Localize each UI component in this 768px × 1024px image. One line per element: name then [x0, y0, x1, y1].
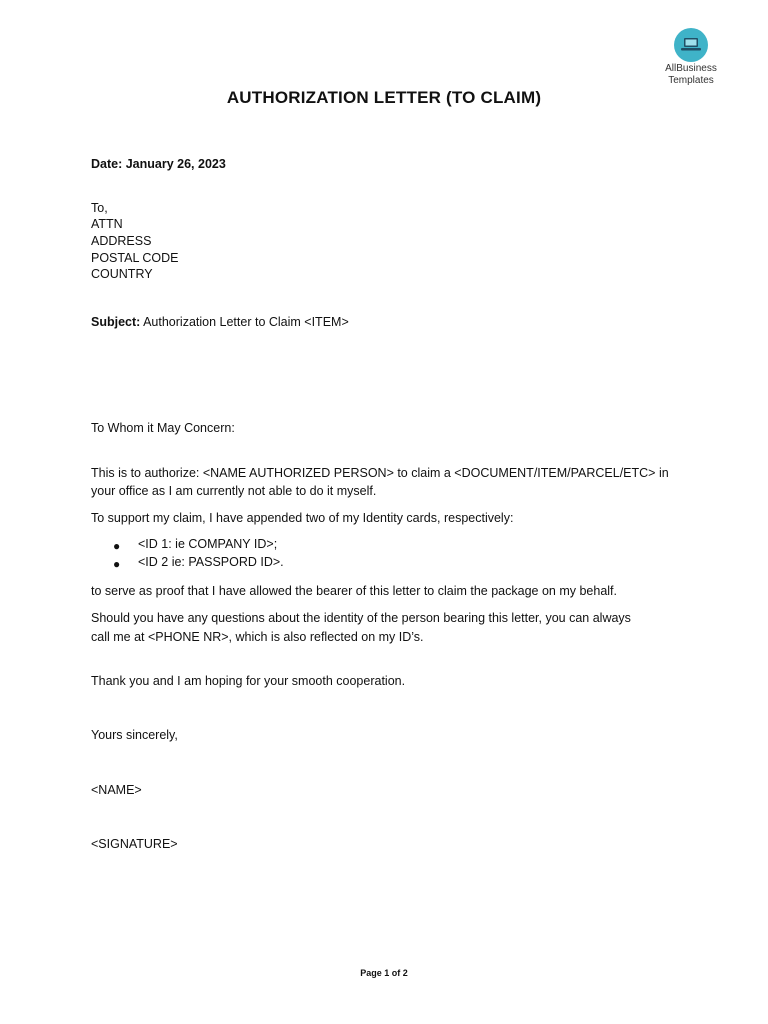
logo-badge	[674, 28, 708, 62]
paragraph-4-line-2: call me at <PHONE NR>, which is also reflected on my ID’s.	[91, 630, 424, 644]
recipient-to: To,	[91, 201, 108, 215]
recipient-postal-code: POSTAL CODE	[91, 251, 179, 265]
recipient-country: COUNTRY	[91, 267, 153, 281]
bullet-marker: ●	[113, 539, 121, 553]
logo-text-line2: Templates	[668, 75, 714, 86]
paragraph-2: To support my claim, I have appended two of my Identity cards, respectively:	[91, 511, 514, 525]
bullet-marker: ●	[113, 557, 121, 571]
page-number: Page 1 of 2	[360, 968, 408, 978]
signature-placeholder: <SIGNATURE>	[91, 837, 178, 851]
paragraph-5: Thank you and I am hoping for your smooth cooperation.	[91, 674, 406, 688]
subject-text: Authorization Letter to Claim <ITEM>	[140, 315, 349, 329]
document-title: AUTHORIZATION LETTER (TO CLAIM)	[226, 88, 542, 107]
subject-label: Subject:	[91, 315, 141, 329]
paragraph-3: to serve as proof that I have allowed the bearer of this letter to claim the package on my behalf.	[91, 584, 617, 598]
recipient-address: ADDRESS	[91, 234, 152, 248]
subject-line	[91, 314, 349, 331]
paragraph-1-line-1: This is to authorize: <NAME AUTHORIZED PERSON> to claim a <DOCUMENT/ITEM/PARCEL/ETC> in	[91, 466, 669, 480]
logo	[660, 28, 722, 86]
recipient-attn: ATTN	[91, 217, 123, 231]
closing: Yours sincerely,	[91, 728, 178, 742]
paragraph-1-line-2: your office as I am currently not able to do it myself.	[91, 484, 377, 498]
letter-date: Date: January 26, 2023	[91, 157, 226, 171]
sender-name: <NAME>	[91, 783, 142, 797]
greeting: To Whom it May Concern:	[91, 421, 235, 435]
id-list-item: <ID 2 ie: PASSPORD ID>.	[138, 555, 284, 569]
logo-text-line1: AllBusiness	[665, 63, 717, 74]
id-list-item: <ID 1: ie COMPANY ID>;	[138, 537, 278, 551]
paragraph-4-line-1: Should you have any questions about the identity of the person bearing this letter, you can always	[91, 611, 631, 625]
laptop-icon	[681, 37, 701, 52]
